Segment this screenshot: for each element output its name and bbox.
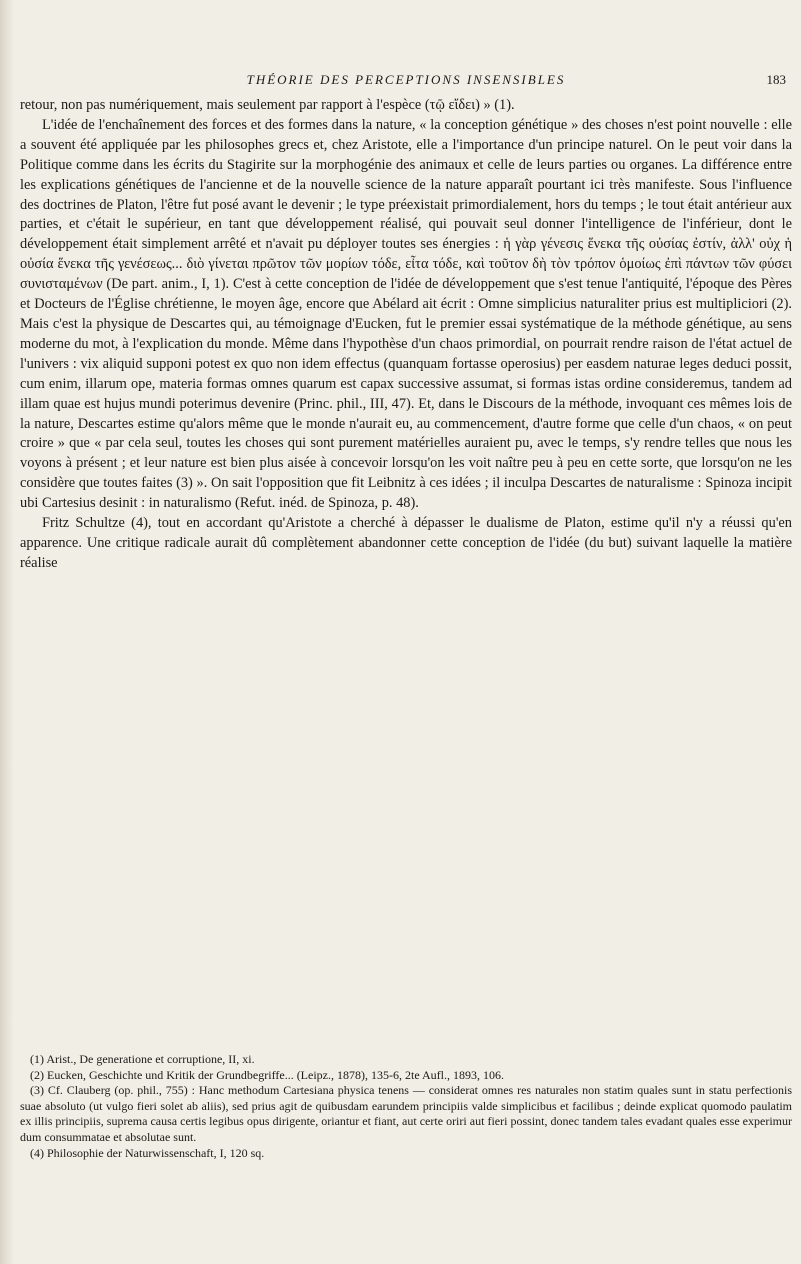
paragraph: Fritz Schultze (4), tout en accordant qu'Aristote a cherché à dépasser le dualisme de Platon, estime qu'il n'y a réussi qu'en apparence. Une critique radicale aurait dû complètement abandonner cette conception de l'idée (du but) suivant laquelle la matière réalise (20, 515, 792, 571)
running-title: THÉORIE DES PERCEPTIONS INSENSIBLES (246, 72, 566, 87)
paragraph-continuation: retour, non pas numériquement, mais seulement par rapport à l'espèce (τῷ εἴδει) » (1). (20, 97, 515, 113)
footnote: (1) Arist., De generatione et corruptione, II, xi. (30, 1052, 255, 1066)
footnotes (20, 1052, 792, 1161)
body-text (20, 96, 792, 574)
footnote: (2) Eucken, Geschichte und Kritik der Grundbegriffe... (Leipz., 1878), 135-6, 2te Aufl., 1893, 106. (30, 1067, 504, 1082)
footnote: (3) Cf. Clauberg (op. phil., 755) : Hanc methodum Cartesiana physica tenens — considerat omnes res naturales non statim quales sunt in statu perfectionis suae absoluto (ut vulgo fieri solet ab aliis), sed prius agit de quibusdam earundem principiis valde simplicibus et facilibus ; deinde explicat quomodo paulatim ex illis principiis, suprema causa certis legibus opus dirigente, oriantur et fiant, aut certe oriri aut fieri possint, donec tandem tales evadant quales esse experimur dum consummatae et absolutae sunt. (20, 1083, 792, 1144)
footnote: (4) Philosophie der Naturwissenschaft, I, 120 sq. (30, 1145, 265, 1160)
paragraph: L'idée de l'enchaînement des forces et des formes dans la nature, « la conception génétique » des choses n'est point nouvelle : elle a souvent été appliquée par les philosophes grecs et, chez Aristote, elle a l'importance d'un principe naturel. On le peut voir dans la Politique comme dans les écrits du Stagirite sur la morphogénie des animaux et celle de leurs parties ou organes. La différence entre les explications génétiques de l'ancienne et de la nouvelle science de la nature apparaît pourtant ici très manifeste. Sous l'influence des doctrines de Platon, l'être fut posé avant le devenir ; le type préexistait primordialement, hors du temps ; le tout était antérieur aux parties, et c'était le supérieur, en tant que développement réalisé, qui pouvait seul donner l'intelligence de l'inférieur, dont le développement était simplement arrêté et n'avait pu déployer toutes ses énergies : ἡ γὰρ γένεσις ἕνεκα τῆς οὐσίας ἐστίν, ἀλλ' οὐχ ἡ οὐσία ἕνεκα τῆς γενέσεως... διὸ γίνεται πρῶτον τῶν μορίων τόδε, εἶτα τόδε, καὶ τοῦτον δὴ τὸν τρόπον ὁμοίως ἐπὶ πάντων τῶν φύσει συνισταμένων (De part. anim., I, 1). C'est à cette conception de l'idée de développement que s'est tenue l'antiquité, l'époque des Pères et Docteurs de l'Église chrétienne, le moyen âge, encore que Abélard ait écrit : Omne simplicius naturaliter prius est multipliciori (2). Mais c'est la physique de Descartes qui, au témoignage d'Eucken, fut le premier essai systématique de la méthode génétique, au sens moderne du mot, à l'explication du monde. Même dans l'hypothèse d'un chaos primordial, on pourrait rendre raison de l'état actuel de l'univers : vix aliquid supponi potest ex quo non idem effectus (quanquam fortasse operosius) per easdem naturae leges deduci possit, cum enim, illarum ope, materia formas omnes quarum est capax successive assumat, si formas istas ordine consideremus, tandem ad illam quae est hujus mundi poterimus devenire (Princ. phil., III, 47). Et, dans le Discours de la méthode, invoquant ces mêmes lois de la nature, Descartes estime qu'alors même que le monde n'aurait eu, au commencement, d'autre forme que celle d'un chaos, « on peut croire » que « par cela seul, toutes les choses qui sont purement matérielles auraient pu, avec le temps, s'y rendre telles que nous les voyons à présent ; et leur nature est bien plus aisée à concevoir lorsqu'on les voit naître peu à peu en cette sorte, que lorsqu'on ne les considère que toutes faites (3) ». On sait l'opposition que fit Leibnitz à ces idées ; il inculpa Descartes de naturalisme : Spinoza incipit ubi Cartesius desinit : in naturalismo (Refut. inéd. de Spinoza, p. 48). (20, 116, 792, 512)
page-header (20, 72, 792, 96)
page-gutter-shadow (0, 0, 14, 1264)
page-number: 183 (766, 72, 786, 87)
